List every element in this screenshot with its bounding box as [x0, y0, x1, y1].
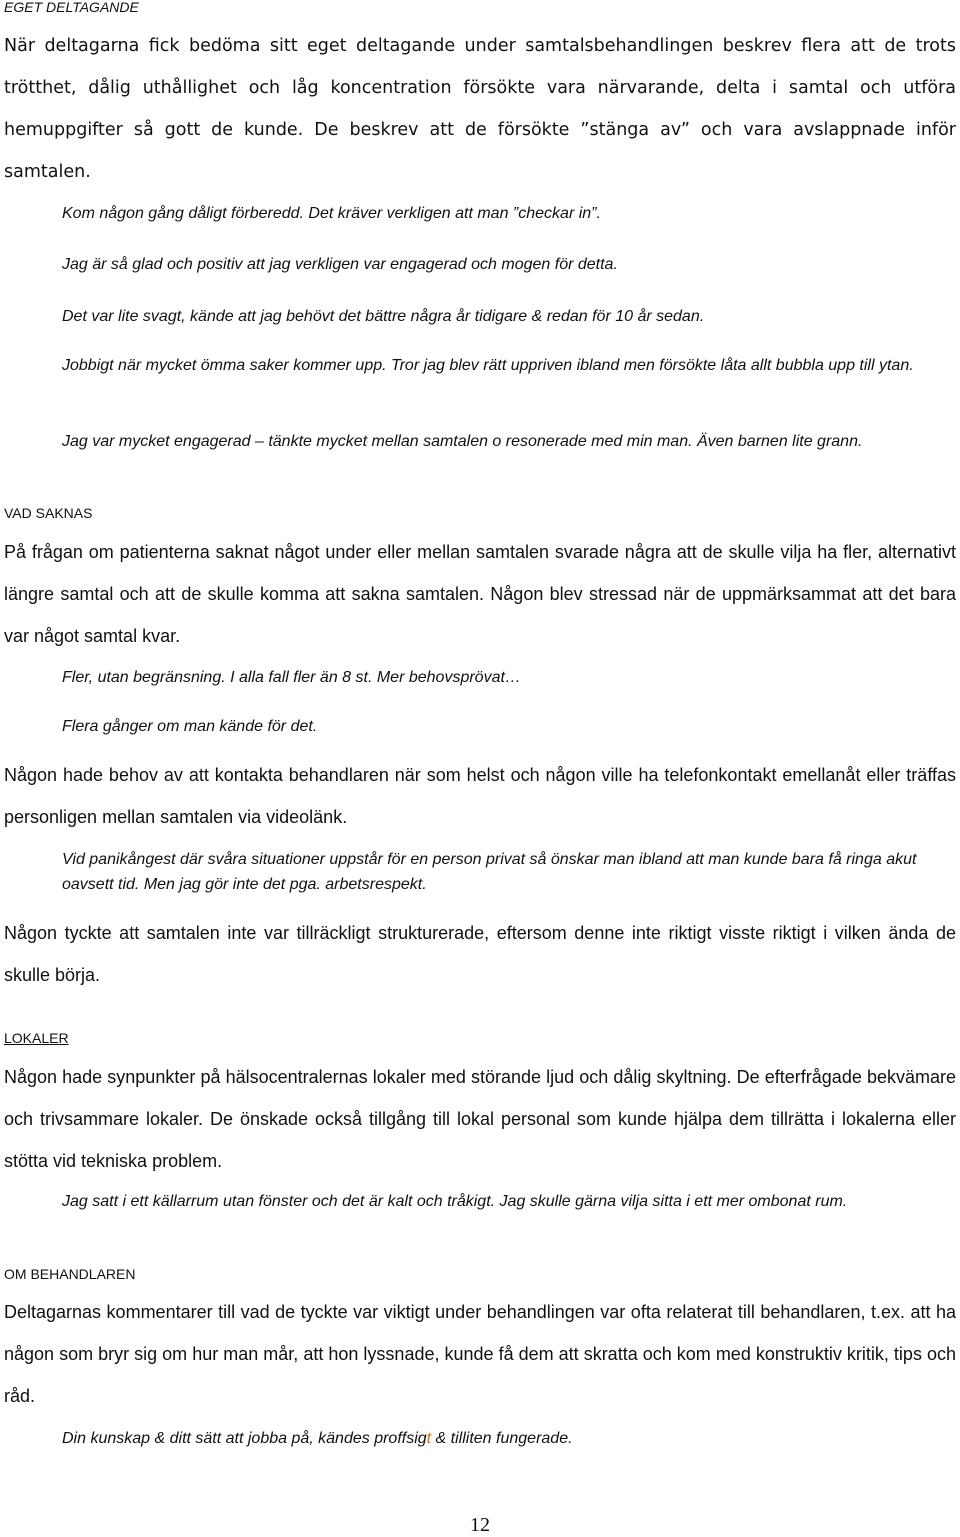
section-heading-vad-saknas: VAD SAKNAS: [4, 505, 93, 521]
quote-vad-saknas-3: Vid panikångest där svåra situationer uppstår för en person privat så önskar man ibland att man kunde bara få ringa akut oavsett tid. Men jag gör inte det pga. arbetsrespekt.: [62, 851, 917, 893]
quote-lokaler: Jag satt i ett källarrum utan fönster och det är kalt och tråkigt. Jag skulle gärna vilja sitta i ett mer ombonat rum.: [62, 1193, 848, 1210]
section-heading-om-behandlaren: OM BEHANDLAREN: [4, 1266, 136, 1282]
quote-3: Det var lite svagt, kände att jag behövt det bättre några år tidigare & redan för 10 år sedan.: [62, 308, 705, 325]
quote-4: Jobbigt när mycket ömma saker kommer upp. Tror jag blev rätt uppriven ibland men försökte låta allt bubbla upp till ytan.: [62, 357, 914, 374]
quote-5: Jag var mycket engagerad – tänkte mycket mellan samtalen o resonerade med min man. Även barnen lite grann.: [62, 433, 863, 450]
quote-om-behandlaren-start: Din kunskap & ditt sätt att jobba på, kändes proffsig: [62, 1430, 427, 1447]
paragraph-vad-saknas-2: Någon hade behov av att kontakta behandlaren när som helst och någon ville ha telefonkontakt emellanåt eller träffas personligen mellan samtalen via videolänk.: [4, 765, 956, 827]
paragraph-vad-saknas-1: På frågan om patienterna saknat något under eller mellan samtalen svarade några att de skulle vilja ha fler, alternativt längre samtal och att de skulle komma att sakna samtalen. Någon blev stressad när de uppmärksammat att det bara var något samtal kvar.: [4, 542, 956, 646]
quote-vad-saknas-2: Flera gånger om man kände för det.: [62, 718, 318, 735]
quote-accent-letter: t: [426, 1430, 432, 1447]
quote-2: Jag är så glad och positiv att jag verkligen var engagerad och mogen för detta.: [62, 256, 618, 273]
page-number: 12: [470, 1514, 490, 1536]
paragraph-lokaler: Någon hade synpunkter på hälsocentralernas lokaler med störande ljud och dålig skyltning. De efterfrågade bekvämare och trivsammare lokaler. De önskade också tillgång till lokal personal som kunde hjälpa dem tillrätta i lokalerna eller stötta vid tekniska problem.: [4, 1067, 956, 1171]
quote-1: Kom någon gång dåligt förberedd. Det kräver verkligen att man ”checkar in”.: [62, 205, 601, 222]
paragraph-vad-saknas-3: Någon tyckte att samtalen inte var tillräckligt strukturerade, eftersom denne inte riktigt visste riktigt i vilken ända de skulle börja.: [4, 923, 956, 985]
quote-vad-saknas-1: Fler, utan begränsning. I alla fall fler än 8 st. Mer behovsprövat…: [62, 669, 521, 686]
section-heading-lokaler: LOKALER: [4, 1030, 69, 1046]
quote-om-behandlaren: [62, 1426, 958, 1451]
quote-om-behandlaren-end: & tilliten fungerade.: [431, 1430, 573, 1447]
paragraph-om-behandlaren: Deltagarnas kommentarer till vad de tyckte var viktigt under behandlingen var ofta relaterat till behandlaren, t.ex. att ha någon som bryr sig om hur man mår, att hon lyssnade, kunde få dem att skratta och kom med konstruktiv kritik, tips och råd.: [4, 1302, 956, 1406]
paragraph-eget-deltagande: När deltagarna fick bedöma sitt eget deltagande under samtalsbehandlingen beskrev flera att de trots trötthet, dålig uthållighet och låg koncentration försökte vara närvarande, delta i samtal och utföra hemuppgifter så gott de kunde. De beskrev att de försökte ”stänga av” och vara avslappnade inför samtalen.: [4, 36, 956, 182]
section-heading-eget-deltagande: EGET DELTAGANDE: [4, 0, 139, 15]
